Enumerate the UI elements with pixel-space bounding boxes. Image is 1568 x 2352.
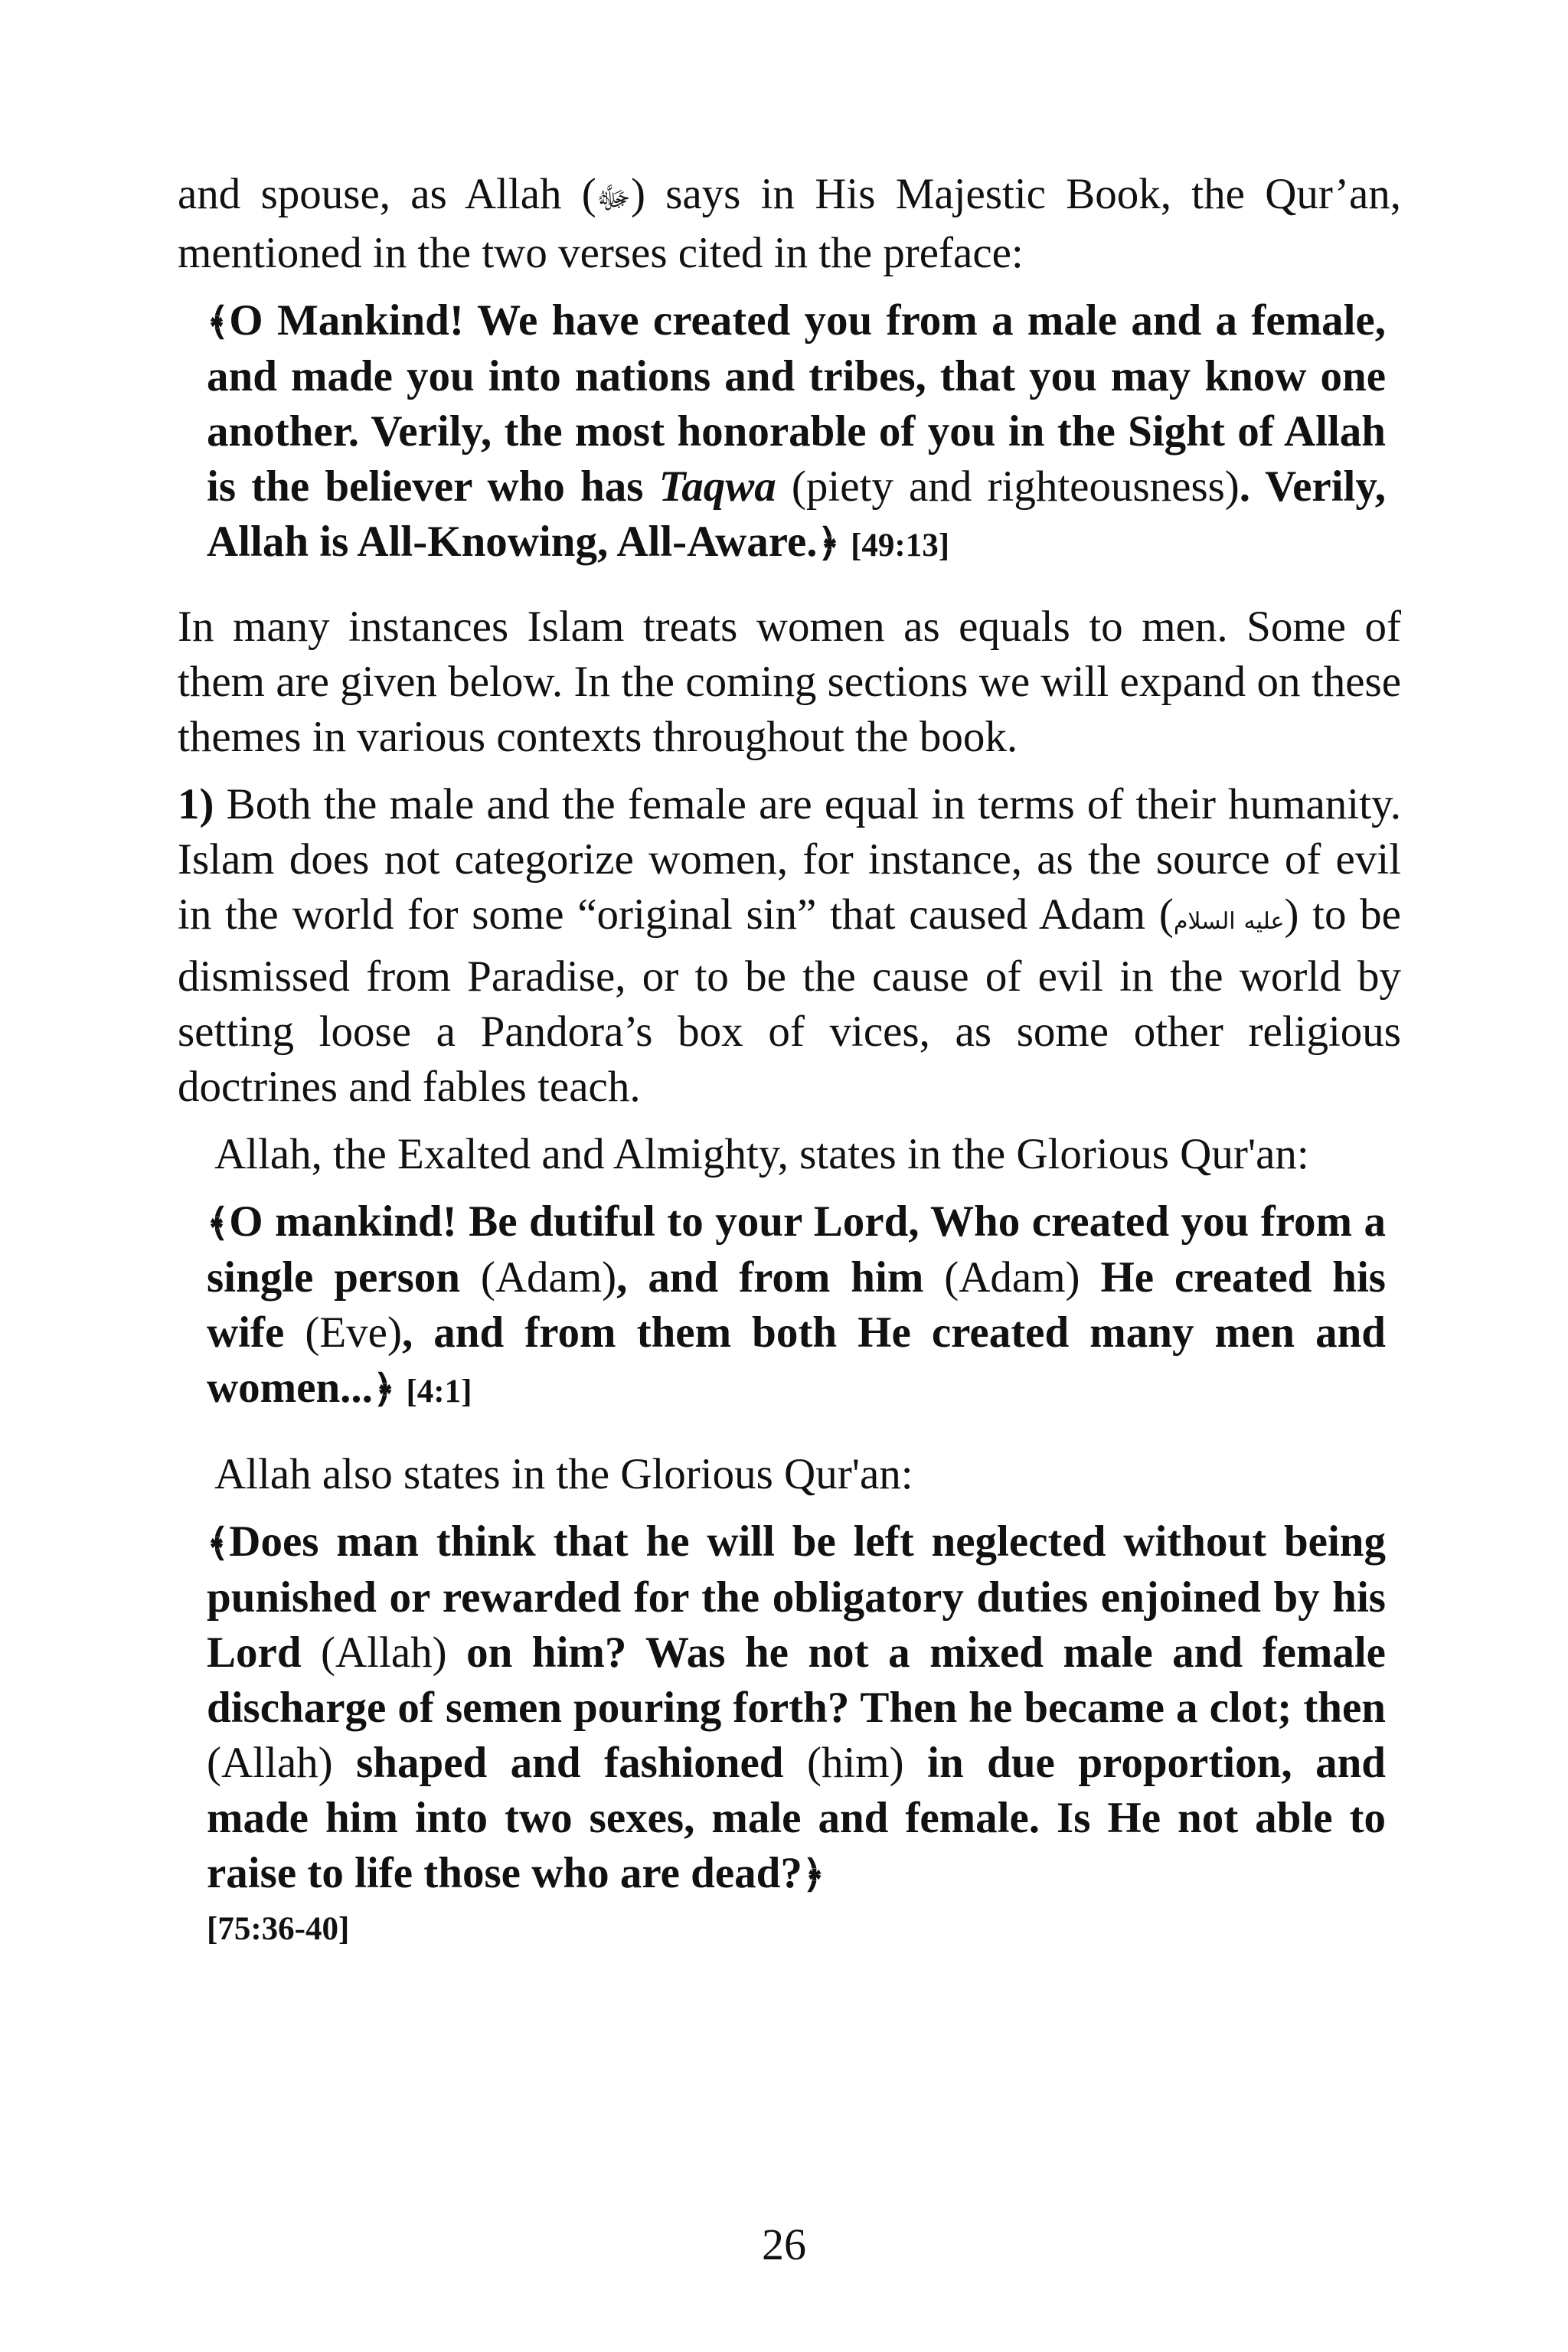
paragraph-equality: In many instances Islam treats women as equals to men. Some of them are given below. In the coming sections we will expand on these themes in various contexts throughout the book. bbox=[178, 603, 1401, 761]
honorific-glyph: عليه السلام bbox=[1173, 909, 1285, 934]
paragraph-intro: and spouse, as Allah (ﷻ) says in His Majestic Book, the Qur’an, mentioned in the two verses cited in the preface: bbox=[178, 170, 1401, 277]
open-bracket-icon: ﴾ bbox=[207, 300, 230, 343]
verse-reference: [4:1] bbox=[406, 1374, 472, 1410]
open-bracket-icon: ﴾ bbox=[207, 1201, 230, 1244]
close-bracket-icon: ﴿ bbox=[817, 521, 840, 564]
paragraph-point-1: 1) Both the male and the female are equal in terms of their humanity. Islam does not categorize women, for instance, as the source of evil in the world for some “original sin” that caused Adam (عليه السلام) to be dismissed from Paradise, or to be the cause of evil in the world by setting loose a Pandora’s box of vices, as some other religious doctrines and fables teach. bbox=[178, 780, 1401, 1111]
close-bracket-icon: ﴿ bbox=[802, 1853, 825, 1896]
open-bracket-icon: ﴾ bbox=[207, 1521, 230, 1564]
paragraph-allah-also-states: Allah also states in the Glorious Qur'an: bbox=[214, 1450, 913, 1498]
quran-verse-4-1: ﴾O mankind! Be dutiful to your Lord, Who created you from a single person (Adam), and from him (Adam) He created his wife (Eve), and from them both He created many men and women...﴿ [4:1] bbox=[207, 1197, 1386, 1412]
verse-reference: [49:13] bbox=[851, 528, 950, 564]
point-number: 1) bbox=[178, 780, 214, 828]
quran-verse-75-36-40: ﴾Does man think that he will be left neglected without being punished or rewarded for the obligatory duties enjoined by his Lord (Allah) on him? Was he not a mixed male and female discharge of semen pouring forth? Then he became a clot; then (Allah) shaped and fashioned (him) in due proportion, and made him into two sexes, male and female. Is He not able to raise to life those who are dead?﴿ [75:36-40] bbox=[207, 1514, 1386, 1957]
page-body bbox=[178, 167, 1401, 1957]
verse-reference: [75:36-40] bbox=[207, 1911, 350, 1947]
close-bracket-icon: ﴿ bbox=[372, 1367, 396, 1410]
page-number: 26 bbox=[762, 2220, 806, 2269]
paragraph-allah-states: Allah, the Exalted and Almighty, states in the Glorious Qur'an: bbox=[214, 1130, 1309, 1178]
quran-verse-49-13: ﴾O Mankind! We have created you from a male and a female, and made you into nations and tribes, that you may know one another. Verily, the most honorable of you in the Sight of Allah is the believer who has Taqwa (piety and righteousness). Verily, Allah is All-Knowing, All-Aware.﴿ [49:13] bbox=[207, 296, 1386, 566]
honorific-glyph: ﷻ bbox=[596, 181, 631, 215]
